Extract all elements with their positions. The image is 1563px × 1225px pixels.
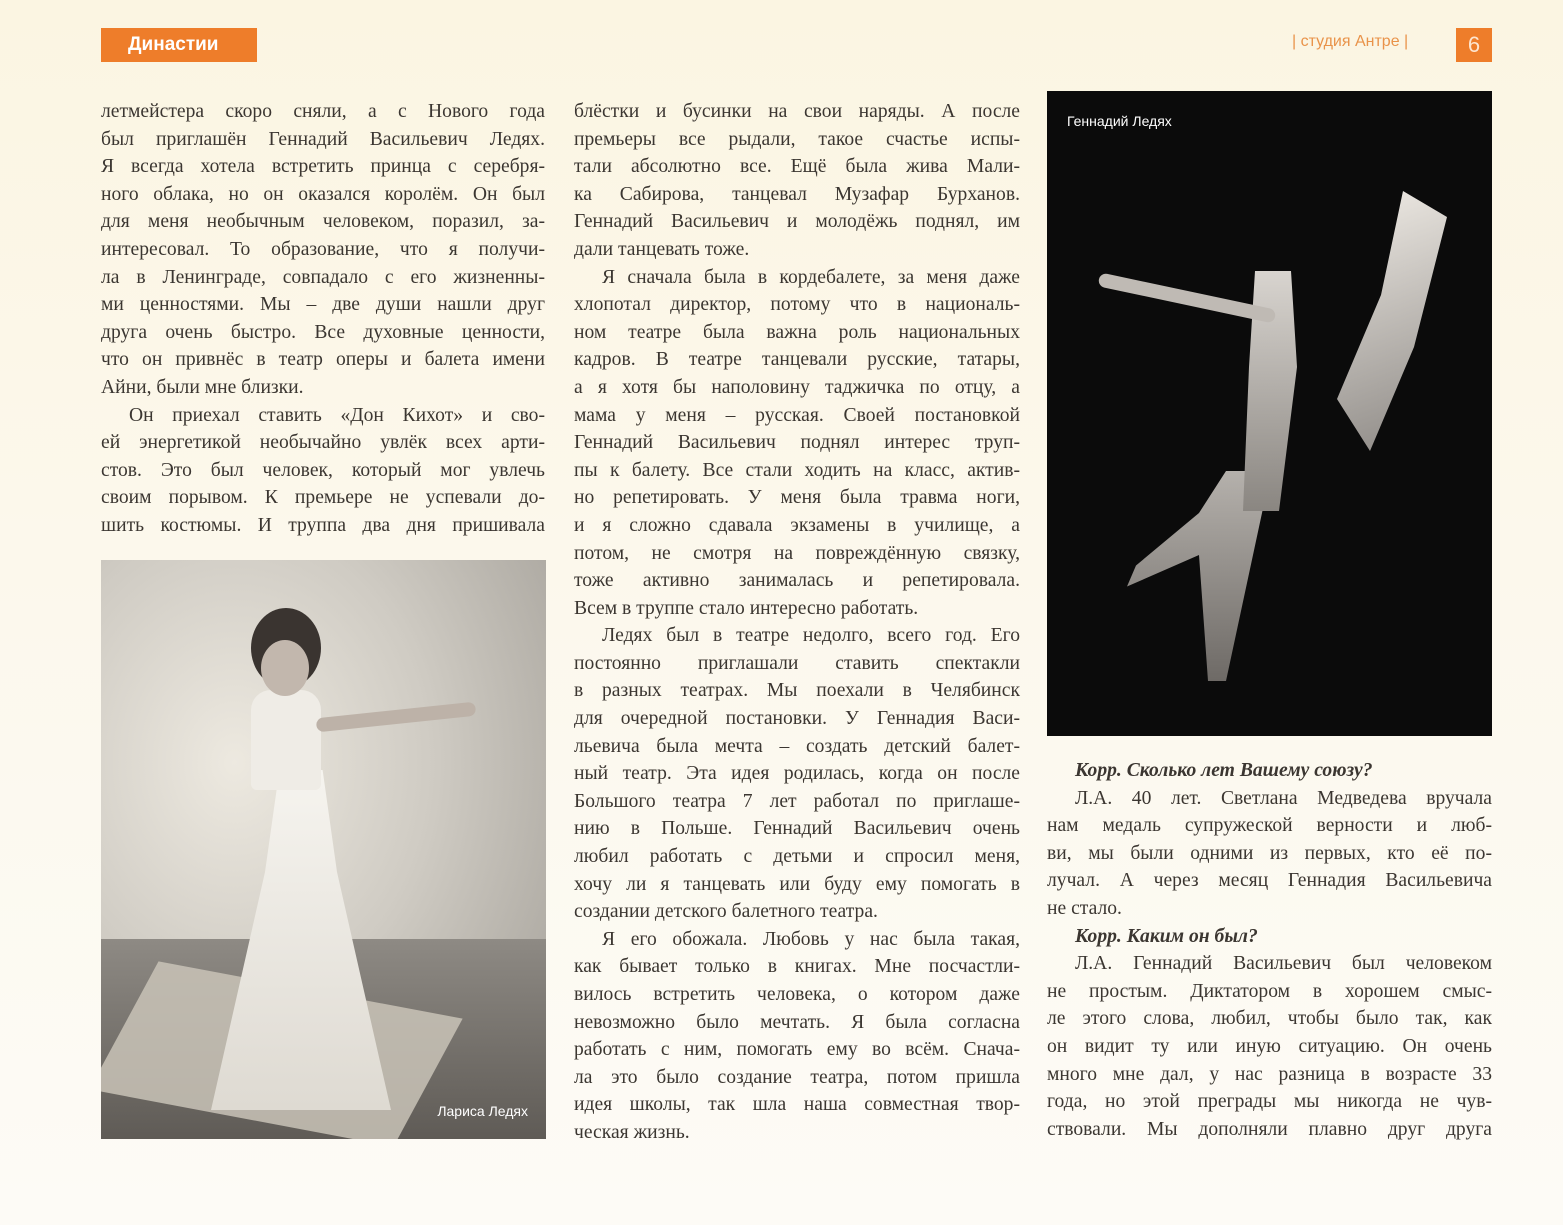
text-line: Я его обожала. Любовь у нас была такая, — [602, 928, 1020, 950]
text-line: нам медаль супружеской верности и люб- — [1047, 815, 1492, 837]
section-tag: Династии — [101, 28, 257, 62]
text-line: для меня необычным человеком, поразил, за- — [101, 211, 545, 233]
interview-question: Корр. Сколько лет Вашему союзу? — [1075, 760, 1373, 781]
text-line: ле этого слова, любил, чтобы было так, как — [1047, 1008, 1492, 1030]
text-line: Айни, были мне близки. — [101, 376, 304, 398]
page-number: 6 — [1456, 28, 1492, 62]
text-line: тали абсолютно все. Ещё была жива Мали- — [574, 156, 1020, 178]
text-line: ми ценностями. Мы – две души нашли друг — [101, 294, 545, 316]
text-line: нию в Польше. Геннадий Васильевич очень — [574, 818, 1020, 840]
text-line: года, но этой преграды мы никогда не чув- — [1047, 1091, 1492, 1113]
interview-question: Корр. Каким он был? — [1075, 925, 1258, 947]
text-line: Ледях был в театре недолго, всего год. Его — [602, 625, 1020, 647]
text-line: стов. Это был человек, который мог увлечь — [101, 459, 545, 481]
photo-caption: Лариса Ледях — [437, 1103, 528, 1119]
text-line: но репетировать. У меня была травма ноги, — [574, 487, 1020, 509]
text-line: для очередной постановки. У Геннадия Васи- — [574, 708, 1020, 730]
text-line: ла в Ленинграде, совпадало с его жизненны- — [101, 266, 545, 288]
text-line: вилось встретить человека, о котором даже — [574, 984, 1020, 1005]
text-line: Большого театра 7 лет работал по приглаше- — [574, 790, 1020, 812]
text-line: как бывает только в книгах. Мне посчастли- — [574, 956, 1020, 978]
text-line: Я сначала была в кордебалете, за меня даже — [602, 266, 1020, 288]
text-line: шить костюмы. И труппа два дня пришивала — [101, 514, 545, 536]
text-line: Всем в труппе стало интересно работать. — [574, 597, 919, 619]
text-line: Л.А. Геннадий Васильевич был человеком — [1075, 953, 1492, 975]
text-line: был приглашён Геннадий Васильевич Ледях. — [101, 128, 545, 150]
text-line: Он приехал ставить «Дон Кихот» и сво- — [129, 404, 545, 426]
text-line: постоянно приглашали ставить спектакли — [574, 652, 1020, 674]
text-line: ла это было создание театра, потом пришла — [574, 1066, 1020, 1088]
text-line: лучал. А через месяц Геннадия Васильевича — [1047, 870, 1492, 892]
text-line: блёстки и бусинки на свои наряды. А после — [574, 101, 1020, 122]
text-line: друга очень быстро. Все духовные ценности, — [101, 321, 545, 343]
text-line: пы к балету. Все стали ходить на класс, актив- — [574, 459, 1020, 481]
text-column-3 — [1047, 757, 1492, 1143]
text-line: ный театр. Эта идея родилась, когда он после — [574, 763, 1020, 785]
photo-larisa-ledyakh — [101, 560, 546, 1139]
text-line: тоже активно занималась и репетировала. — [574, 570, 1020, 592]
text-line: дали танцевать тоже. — [574, 238, 750, 260]
text-line: кадров. В театре танцевали русские, татары, — [574, 349, 1020, 371]
magazine-brand: | студия Антре | — [1292, 33, 1409, 50]
text-line: ви, мы были одними из первых, кто её по- — [1047, 842, 1492, 864]
text-line: много мне дал, у нас разница в возрасте 33 — [1047, 1063, 1492, 1085]
text-line: ка Сабирова, танцевал Музафар Бурханов. — [574, 183, 1020, 205]
text-line: премьеры все рыдали, такое счастье испы- — [574, 128, 1020, 150]
text-line: льевича была мечта – создать детский балет- — [574, 735, 1020, 757]
text-line: не стало. — [1047, 897, 1122, 919]
text-line: хлопотал директор, потому что в националь- — [574, 294, 1020, 316]
text-line: ей энергетикой необычайно увлёк всех арти- — [101, 432, 545, 454]
text-line: а я хотя бы наполовину таджичка по отцу, а — [574, 376, 1020, 398]
text-line: ном театре была важна роль национальных — [574, 321, 1020, 343]
text-line: хочу ли я танцевать или буду ему помогать в — [574, 873, 1020, 895]
text-line: интересовал. То образование, что я получи- — [101, 238, 545, 260]
text-column-2 — [574, 98, 1020, 1147]
text-line: он видит ту или иную ситуацию. Он очень — [1047, 1035, 1492, 1057]
text-line: Л.А. 40 лет. Светлана Медведева вручала — [1075, 787, 1492, 809]
text-line: Геннадий Васильевич и молодёжь поднял, им — [574, 211, 1020, 233]
text-line: идея школы, так шла наша совместная твор- — [574, 1094, 1020, 1116]
text-line: в разных театрах. Мы поехали в Челябинск — [574, 680, 1020, 702]
text-line: невозможно было мечтать. Я была согласна — [574, 1011, 1020, 1033]
text-line: не простым. Диктатором в хорошем смыс- — [1047, 980, 1492, 1002]
photo-caption: Геннадий Ледях — [1067, 113, 1172, 129]
text-line: летмейстера скоро сняли, а с Нового года — [101, 101, 545, 122]
text-line: Геннадий Васильевич поднял интерес труп- — [574, 432, 1020, 454]
text-line: ствовали. Мы дополняли плавно друг друга — [1047, 1118, 1492, 1140]
text-line: мама у меня – русская. Своей постановкой — [574, 404, 1020, 426]
text-line: Я всегда хотела встретить принца с серебря- — [101, 156, 545, 178]
text-line: и я сложно сдавала экзамены в училище, а — [574, 514, 1020, 536]
photo-gennady-ledyakh — [1047, 91, 1492, 736]
text-line: создании детского балетного театра. — [574, 901, 878, 923]
text-line: потом, не смотря на повреждённую связку, — [574, 542, 1020, 564]
text-line: работать с ним, помогать ему во всём. Снача- — [574, 1039, 1020, 1061]
text-line: что он привнёс в театр оперы и балета имени — [101, 349, 545, 371]
text-line: любил работать с детьми и спросил меня, — [574, 846, 1020, 868]
text-line: ческая жизнь. — [574, 1121, 690, 1143]
text-line: ного облака, но он оказался королём. Он был — [101, 183, 545, 205]
text-line: своим порывом. К премьере не успевали до- — [101, 487, 545, 509]
text-column-1 — [101, 98, 545, 540]
